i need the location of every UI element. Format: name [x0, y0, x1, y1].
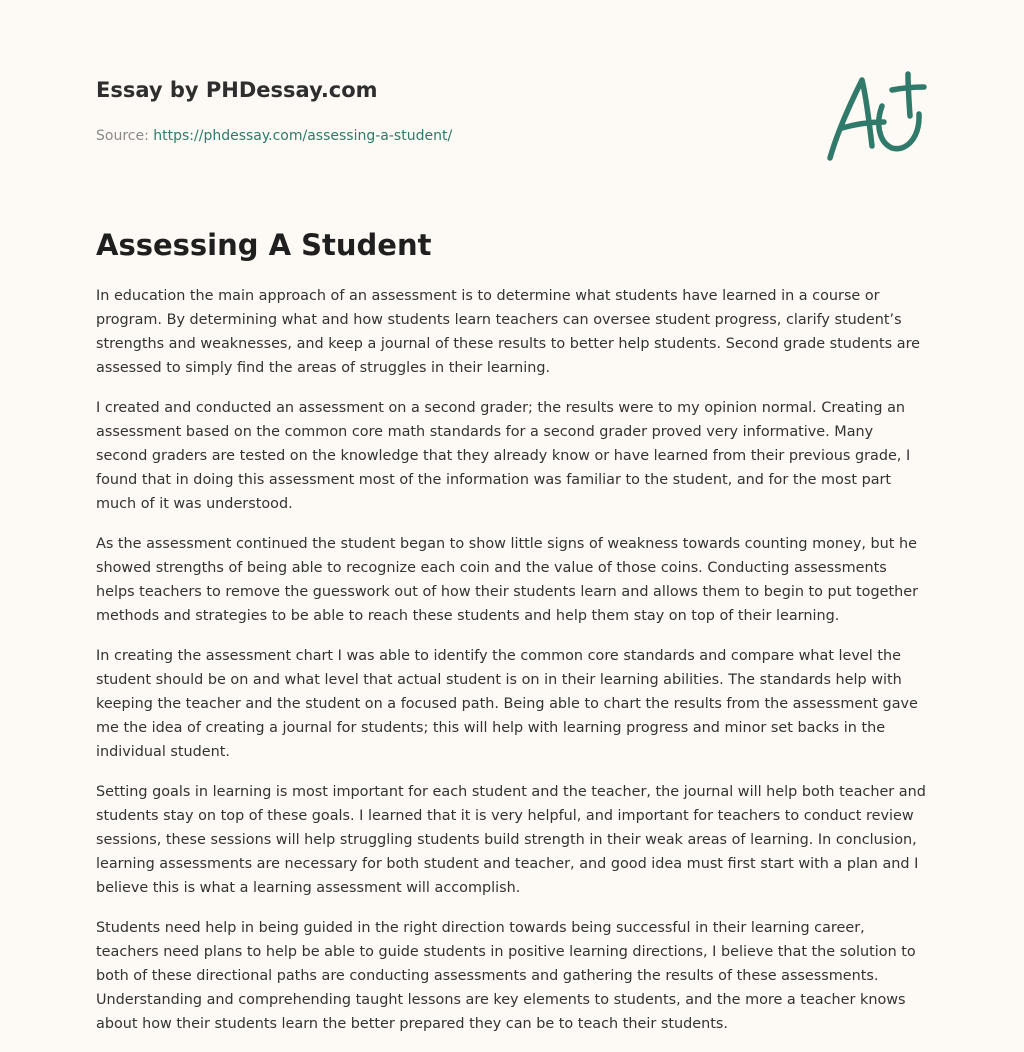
- page-header: [96, 76, 928, 146]
- essay-paragraph: In education the main approach of an assessment is to determine what students have learned in a course or program. By determining what and how students learn teachers can oversee student progress, clarify student’s strengths and weaknesses, and keep a journal of these results to better help students. Second grade students are assessed to simply find the areas of struggles in their learning.: [96, 288, 921, 376]
- brand-title: Essay by PHDessay.com: [96, 78, 378, 102]
- a-plus-grade-icon: [822, 66, 930, 166]
- source-link[interactable]: https://phdessay.com/assessing-a-student/: [153, 128, 453, 144]
- essay-paragraph: Setting goals in learning is most important for each student and the teacher, the journal will help both teacher and students stay on top of these goals. I learned that it is very helpful, and important for teachers to conduct review sessions, these sessions will help struggling students build strength in their weak areas of learning. In conclusion, learning assessments are necessary for both student and teacher, and good idea must first start with a plan and I believe this is what a learning assessment will accomplish.: [96, 784, 926, 896]
- source-label: Source:: [96, 128, 154, 144]
- essay-paragraph: I created and conducted an assessment on a second grader; the results were to my opinion normal. Creating an assessment based on the common core math standards for a second grader proved very informative. Many second graders are tested on the knowledge that they already know or have learned from their previous grade, I found that in doing this assessment most of the information was familiar to the student, and for the most part much of it was understood.: [96, 400, 911, 512]
- source-line: [96, 126, 928, 146]
- essay-title: Assessing A Student: [96, 228, 432, 262]
- essay-paragraph: In creating the assessment chart I was able to identify the common core standards and compare what level the student should be on and what level that actual student is on in their learning abilities. The standards help with keeping the teacher and the student on a focused path. Being able to chart the results from the assessment gave me the idea of creating a journal for students; this will help with learning progress and minor set backs in the individual student.: [96, 648, 918, 760]
- essay-paragraph: As the assessment continued the student began to show little signs of weakness towards counting money, but he showed strengths of being able to recognize each coin and the value of those coins. Conducting assessments helps teachers to remove the guesswork out of how their students learn and allows them to begin to put together methods and strategies to be able to reach these students and help them stay on top of their learning.: [96, 536, 918, 624]
- essay-body: [96, 284, 928, 1052]
- essay-paragraph: Students need help in being guided in the right direction towards being successful in their learning career, teachers need plans to help be able to guide students in positive learning directions, I believe that the solution to both of these directional paths are conducting assessments and gathering the results of these assessments. Understanding and comprehending taught lessons are key elements to students, and the more a teacher knows about how their students learn the better prepared they can be to teach their students.: [96, 920, 916, 1032]
